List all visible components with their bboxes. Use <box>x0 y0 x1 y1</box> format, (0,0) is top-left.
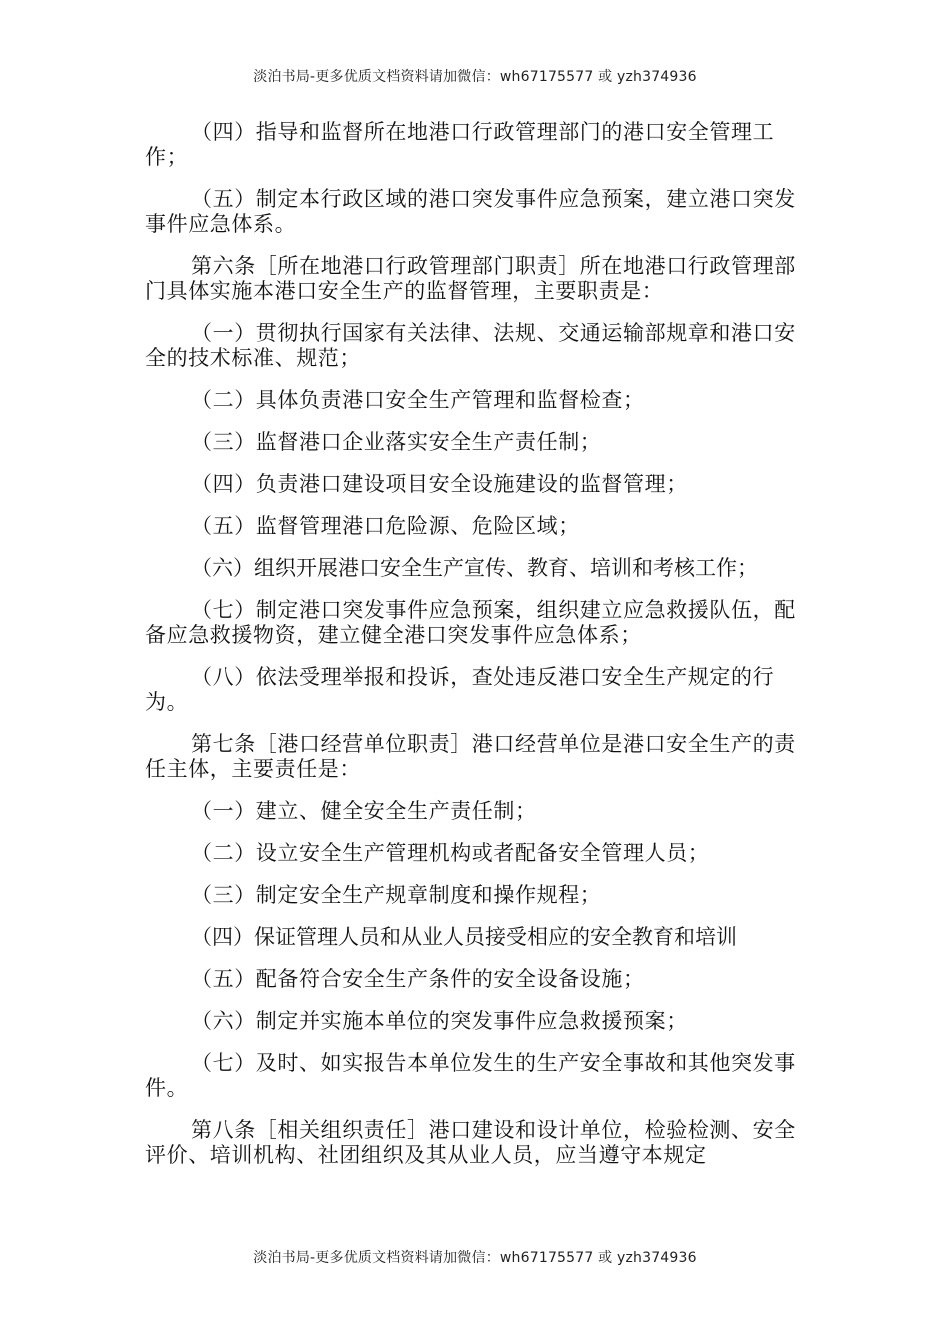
document-body <box>145 120 810 1185</box>
page-footer: 淡泊书局-更多优质文档资料请加微信：wh67175577 或 yzh374936 <box>253 1250 697 1266</box>
paragraph: （四）指导和监督所在地港口行政管理部门的港口安全管理工作； <box>145 120 775 169</box>
paragraph: （五）监督管理港口危险源、危险区域； <box>191 514 580 538</box>
page-header: 淡泊书局-更多优质文档资料请加微信：wh67175577 或 yzh374936 <box>253 69 697 85</box>
paragraph: （三）制定安全生产规章制度和操作规程； <box>191 883 602 907</box>
paragraph: （八）依法受理举报和投诉，查处违反港口安全生产规定的行为。 <box>145 665 775 714</box>
paragraph: （二）设立安全生产管理机构或者配备安全管理人员； <box>191 841 710 865</box>
paragraph: （六）组织开展港口安全生产宣传、教育、培训和考核工作； <box>191 556 758 580</box>
paragraph: （七）制定港口突发事件应急预案，组织建立应急救援队伍，配备应急救援物资，建立健全港口突发事件应急体系； <box>145 598 796 647</box>
paragraph: （三）监督港口企业落实安全生产责任制； <box>191 430 602 454</box>
paragraph: （二）具体负责港口安全生产管理和监督检查； <box>191 388 645 412</box>
paragraph: （一）贯彻执行国家有关法律、法规、交通运输部规章和港口安全的技术标准、规范； <box>145 321 796 370</box>
paragraph: （七）及时、如实报告本单位发生的生产安全事故和其他突发事件。 <box>145 1051 796 1100</box>
paragraph: （四）保证管理人员和从业人员接受相应的安全教育和培训 <box>191 925 737 949</box>
article-8-heading-paragraph: 第八条［相关组织责任］港口建设和设计单位，检验检测、安全评价、培训机构、社团组织及其从业人员，应当遵守本规定 <box>145 1118 796 1167</box>
paragraph: （四）负责港口建设项目安全设施建设的监督管理； <box>191 472 688 496</box>
article-6-heading-paragraph: 第六条［所在地港口行政管理部门职责］所在地港口行政管理部门具体实施本港口安全生产的监督管理，主要职责是： <box>145 254 796 303</box>
paragraph: （五）制定本行政区域的港口突发事件应急预案，建立港口突发事件应急体系。 <box>145 187 796 236</box>
paragraph: （五）配备符合安全生产条件的安全设备设施； <box>191 967 645 991</box>
article-7-heading-paragraph: 第七条［港口经营单位职责］港口经营单位是港口安全生产的责任主体，主要责任是： <box>145 732 796 781</box>
paragraph: （一）建立、健全安全生产责任制； <box>191 799 537 823</box>
paragraph: （六）制定并实施本单位的突发事件应急救援预案； <box>191 1009 688 1033</box>
